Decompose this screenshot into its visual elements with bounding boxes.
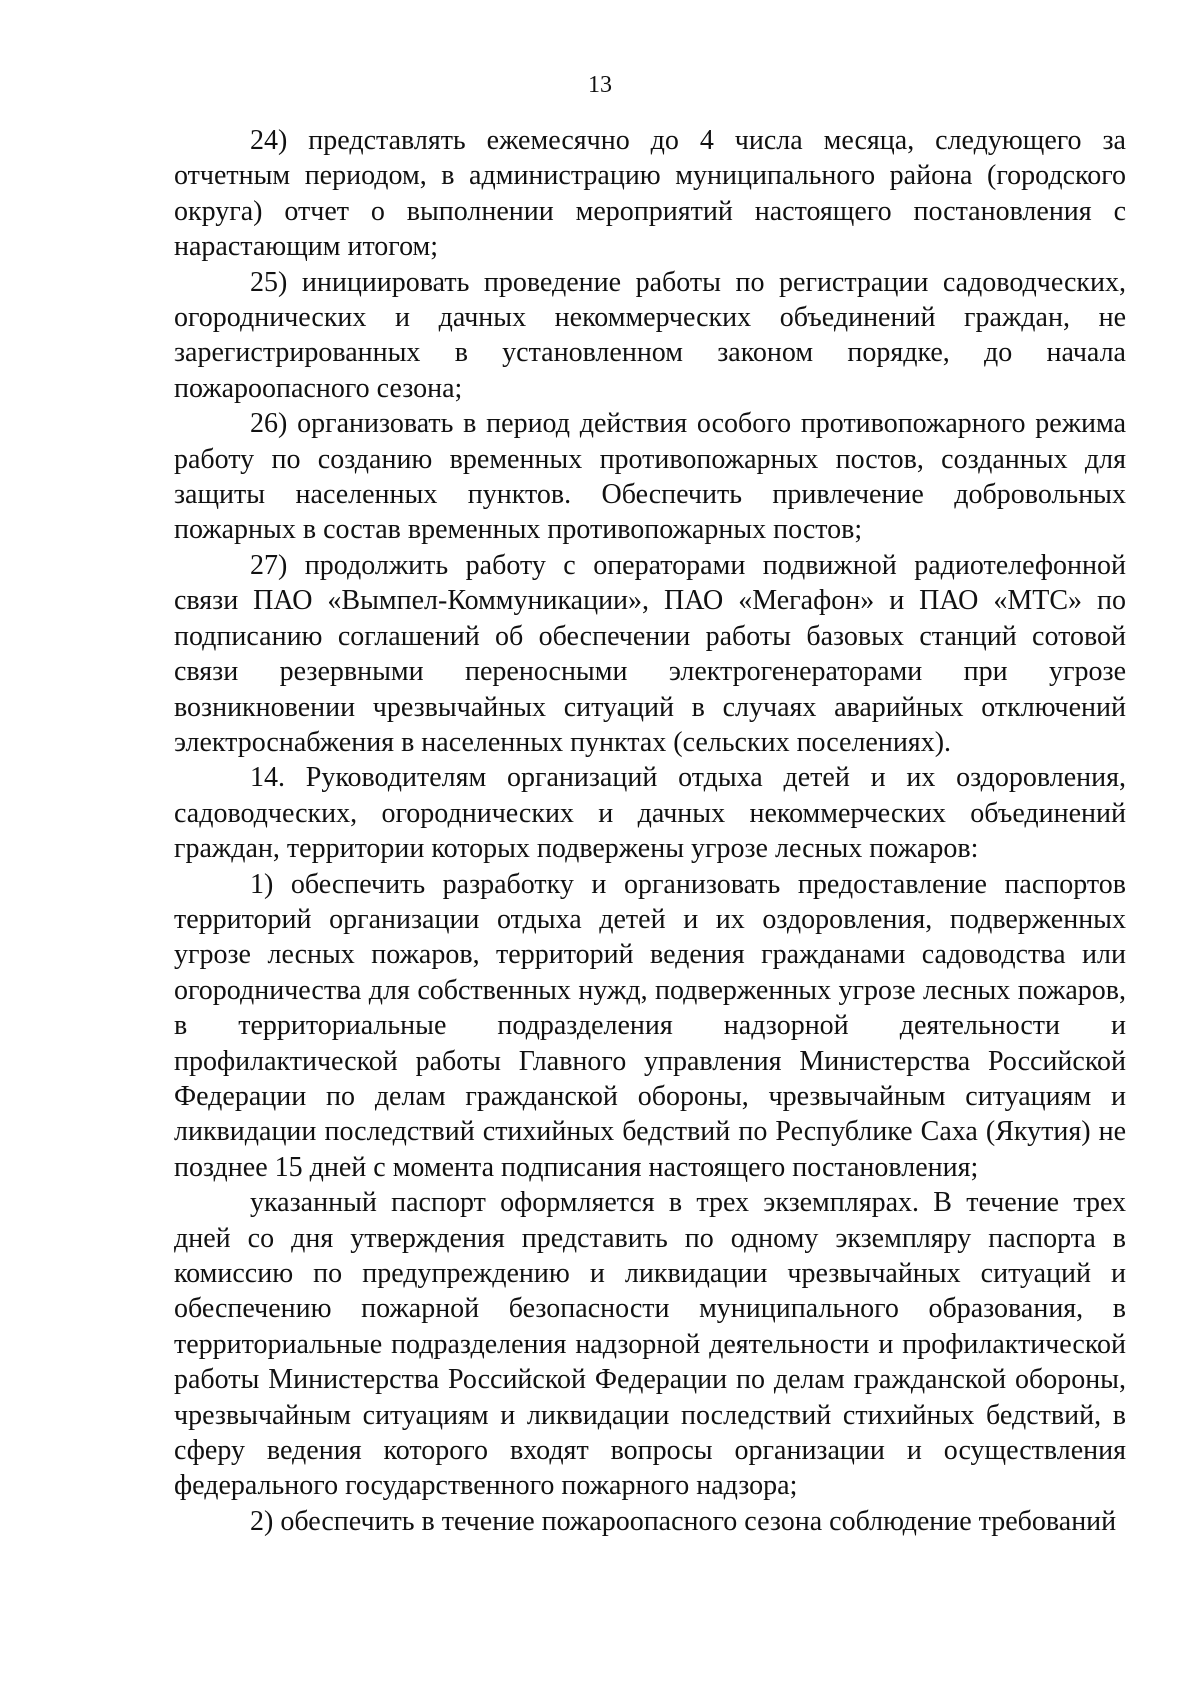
paragraph-section-14: 14. Руководителям организаций отдыха детей и их оздоровления, садоводческих, огороднических и дачных некоммерческих объединений граждан, территории которых подвержены угрозе лесных пожаров: — [174, 762, 1126, 865]
paragraph-item-1: 1) обеспечить разработку и организовать предоставление паспортов территорий организации отдыха детей и их оздоровления, подверженных угрозе лесных пожаров, территорий ведения гражданами садоводства или огородничества для собственных нужд, подверженных угрозе лесных пожаров, в территориальные подразделения надзорной деятельности и профилактической работы Главного управления Министерства Российской Федерации по делам гражданской обороны, чрезвычайным ситуациям и ликвидации последствий стихийных бедствий по Республике Саха (Якутия) не позднее 15 дней с момента подписания настоящего постановления; — [174, 868, 1126, 1183]
paragraph-item-26: 26) организовать в период действия особого противопожарного режима работу по созданию временных противопожарных постов, созданных для защиты населенных пунктов. Обеспечить привлечение добровольных пожарных в состав временных противопожарных постов; — [174, 408, 1126, 546]
paragraph-passport-note: указанный паспорт оформляется в трех экземплярах. В течение трех дней со дня утверждения представить по одному экземпляру паспорта в комиссию по предупреждению и ликвидации чрезвычайных ситуаций и обеспечению пожарной безопасности муниципального образования, в территориальные подразделения надзорной деятельности и профилактической работы Министерства Российской Федерации по делам гражданской обороны, чрезвычайным ситуациям и ликвидации последствий стихийных бедствий, в сферу ведения которого входят вопросы организации и осуществления федерального государственного пожарного надзора; — [174, 1187, 1126, 1502]
paragraph-item-25: 25) инициировать проведение работы по регистрации садоводческих, огороднических и дачных некоммерческих объединений граждан, не зарегистрированных в установленном законом порядке, до начала пожароопасного сезона; — [174, 266, 1126, 404]
page-number: 13 — [588, 72, 612, 98]
paragraph-item-2: 2) обеспечить в течение пожароопасного сезона соблюдение требований — [250, 1505, 1117, 1537]
document-body — [174, 123, 1126, 1539]
paragraph-item-27: 27) продолжить работу с операторами подвижной радиотелефонной связи ПАО «Вымпел-Коммуникации», ПАО «Мегафон» и ПАО «МТС» по подписанию соглашений об обеспечении работы базовых станций сотовой связи резервными переносными электрогенераторами при угрозе возникновении чрезвычайных ситуаций в случаях аварийных отключений электроснабжения в населенных пунктах (сельских поселениях). — [174, 549, 1126, 758]
paragraph-item-24: 24) представлять ежемесячно до 4 числа месяца, следующего за отчетным периодом, в администрацию муниципального района (городского округа) отчет о выполнении мероприятий настоящего постановления с нарастающим итогом; — [174, 125, 1126, 263]
